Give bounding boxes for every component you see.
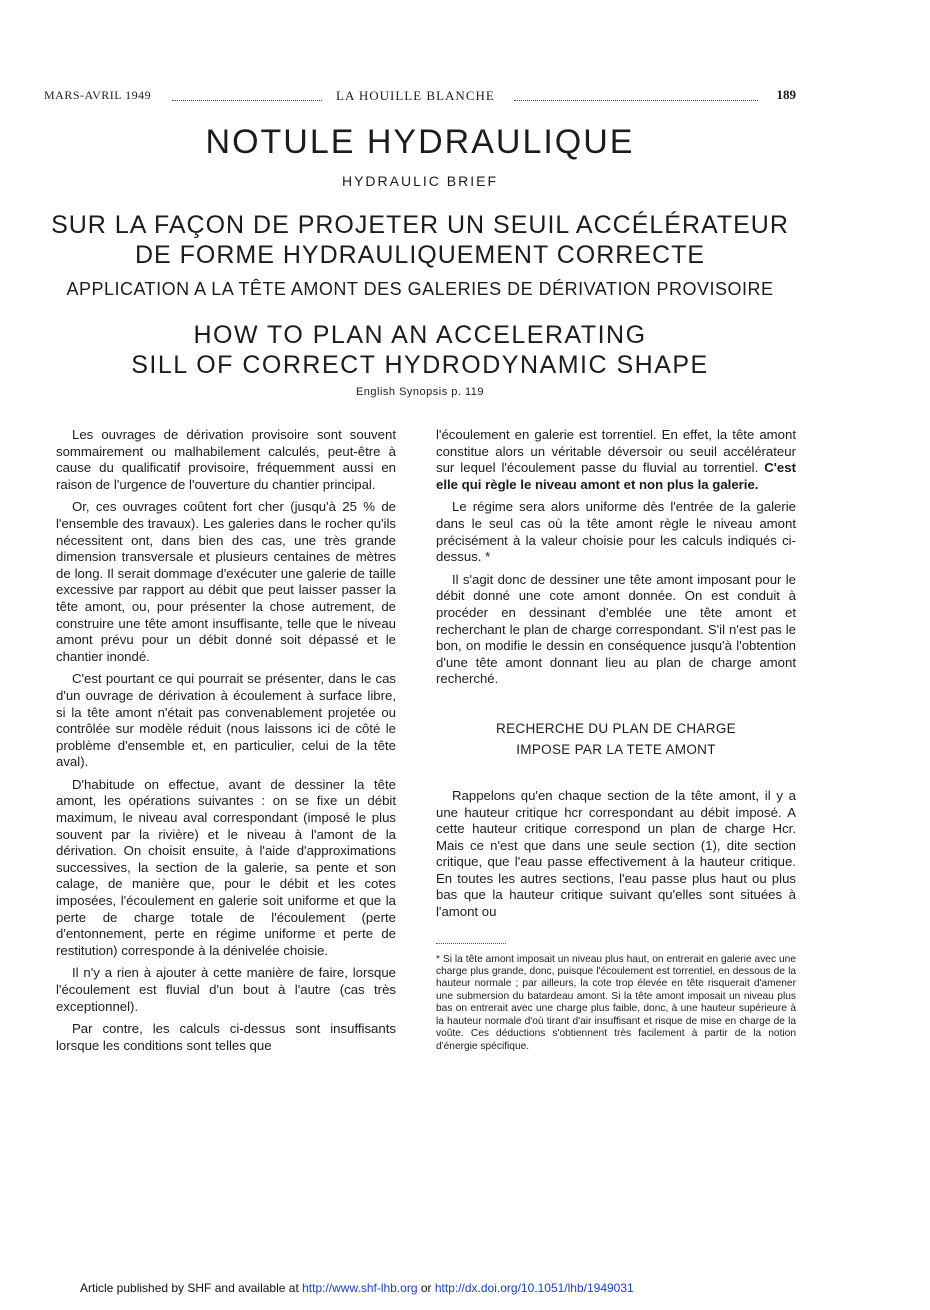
leader-dots bbox=[172, 100, 322, 101]
paragraph: Or, ces ouvrages coûtent fort cher (jusqu'à 25 % de l'ensemble des travaux). Les galeries dans le rocher qu'ils nécessitent ont, dans bien des cas, une très grande dimension transversale et plusieurs centaines de mètres de long. Il serait dommage d'exécuter une galerie de taille excessive par rapport au débit que peut laisser passer la tête amont, ou, pour présenter la chose autrement, de construire une tête amont insuffisante, telle que le niveau amont prévu pour un débit donné soit dépassé et le chantier inondé. bbox=[56, 499, 396, 664]
footer-text: Article published by SHF and available at bbox=[80, 1281, 303, 1295]
issue-date: MARS-AVRIL 1949 bbox=[44, 88, 152, 102]
right-column bbox=[436, 427, 796, 1059]
shf-link[interactable]: http://www.shf-lhb.org bbox=[302, 1281, 418, 1295]
journal-name: LA HOUILLE BLANCHE bbox=[336, 88, 495, 103]
paragraph: Rappelons qu'en chaque section de la tête amont, il y a une hauteur critique hcr correspondant au débit imposé. A cette hauteur critique correspond un plan de charge Hcr. Mais ce n'est que dans une seule section (1), dite section critique, que l'eau passe effectivement à la hauteur critique. En toutes les autres sections, l'eau passe plus haut ou plus bas que la hauteur critique suivant qu'elles sont situées à l'amont ou bbox=[436, 787, 796, 920]
paragraph: C'est pourtant ce qui pourrait se présenter, dans le cas d'un ouvrage de dérivation à écoulement à surface libre, si la tête amont n'était pas convenablement projetée ou contrôlée sur modèle réduit (nous laissons ici de côté le problème d'ensemble et, en particulier, celui de la tête aval). bbox=[56, 671, 396, 770]
main-title: NOTULE HYDRAULIQUE bbox=[205, 123, 635, 161]
french-title-line-2: DE FORME HYDRAULIQUEMENT CORRECTE bbox=[134, 241, 706, 269]
footnote: * Si la tête amont imposait un niveau plus haut, on entrerait en galerie avec une charge plus grande, donc, puisque l'écoulement est torrentiel, en dessous de la hauteur normale ; par ailleurs, la cote trop élevée en tête risquerait d'amener une submersion du batardeau amont. Si la tête amont imposait un niveau plus bas on entrerait avec une charge plus faible, donc, à une hauteur supérieure à la hauteur normale d'où tirant d'air insuffisant et risque de mise en charge de la voûte. Ces déductions s'obtiennent très facilement à partir de la notion d'énergie spécifique. bbox=[436, 953, 796, 1052]
french-subtitle: APPLICATION A LA TÊTE AMONT DES GALERIES DE DÉRIVATION PROVISOIRE bbox=[66, 279, 774, 299]
emphasis-text: C'est elle qui règle le niveau amont et non plus la galerie. bbox=[436, 460, 796, 492]
french-title bbox=[44, 210, 796, 270]
page-number: 189 bbox=[776, 87, 796, 102]
page-footer bbox=[80, 1281, 634, 1295]
english-title bbox=[44, 320, 796, 380]
section-heading-line-1: RECHERCHE DU PLAN DE CHARGE bbox=[496, 720, 736, 736]
paragraph-text: l'écoulement en galerie est torrentiel. En effet, la tête amont constitue alors un véritable déversoir ou seuil accélérateur sur lequel l'écoulement passe du fluvial au torrentiel. bbox=[436, 427, 796, 476]
paragraph: Les ouvrages de dérivation provisoire sont souvent sommairement ou malhabilement calculés, peut-être à cause du qualificatif provisoire, fréquemment aussi en raison de l'urgence de l'ouverture du chantier principal. bbox=[56, 427, 396, 492]
paragraph: Le régime sera alors uniforme dès l'entrée de la galerie dans le seul cas où la tête amont règle le niveau amont précisément à la valeur choisie pour les calculs indiqués ci-dessus. * bbox=[436, 499, 796, 565]
paragraph: Il s'agit donc de dessiner une tête amont imposant pour le débit donné une cote amont donnée. On est conduit à procéder en dessinant d'emblée une tête amont et recherchant le plan de charge correspondant. S'il n'est pas le bon, on modifie le dessin en conséquence jusqu'à l'obtention d'une tête amont donnant lieu au plan de charge amont recherché. bbox=[436, 571, 796, 687]
english-synopsis-ref: English Synopsis p. 119 bbox=[355, 386, 485, 398]
section-heading bbox=[436, 718, 796, 760]
subtitle: HYDRAULIC BRIEF bbox=[341, 173, 499, 189]
footer-text: or bbox=[417, 1281, 435, 1295]
french-title-line-1: SUR LA FAÇON DE PROJETER UN SEUIL ACCÉLÉRATEUR bbox=[51, 211, 789, 239]
title-block bbox=[44, 122, 796, 398]
doi-link[interactable]: http://dx.doi.org/10.1051/lhb/1949031 bbox=[434, 1281, 634, 1295]
english-title-line-1: HOW TO PLAN AN ACCELERATING bbox=[193, 321, 647, 349]
paragraph bbox=[436, 427, 796, 493]
english-title-line-2: SILL OF CORRECT HYDRODYNAMIC SHAPE bbox=[131, 351, 709, 379]
footnote-divider bbox=[436, 943, 506, 944]
paragraph: Il n'y a rien à ajouter à cette manière de faire, lorsque l'écoulement est fluvial d'un bout à l'autre (cas très exceptionnel). bbox=[56, 965, 396, 1014]
left-column bbox=[56, 427, 396, 1060]
leader-dots bbox=[514, 100, 758, 101]
section-heading-line-2: IMPOSE PAR LA TETE AMONT bbox=[516, 741, 716, 757]
running-header bbox=[44, 88, 796, 108]
paragraph: Par contre, les calculs ci-dessus sont insuffisants lorsque les conditions sont telles que bbox=[56, 1021, 396, 1053]
paragraph: D'habitude on effectue, avant de dessiner la tête amont, les opérations suivantes : on se fixe un débit maximum, le niveau aval correspondant (imposé le plus souvent par la rivière) et le niveau à l'amont de la dérivation. On choisit ensuite, à l'aide d'approximations successives, la section de la galerie, sa pente et son calage, de manière que, pour le débit et les cotes imposées, l'écoulement en galerie soit uniforme et que la perte de charge totale de l'écoulement (perte d'entonnement, perte en régime uniforme et perte de restitution) corresponde à la dénivelée choisie. bbox=[56, 776, 396, 958]
